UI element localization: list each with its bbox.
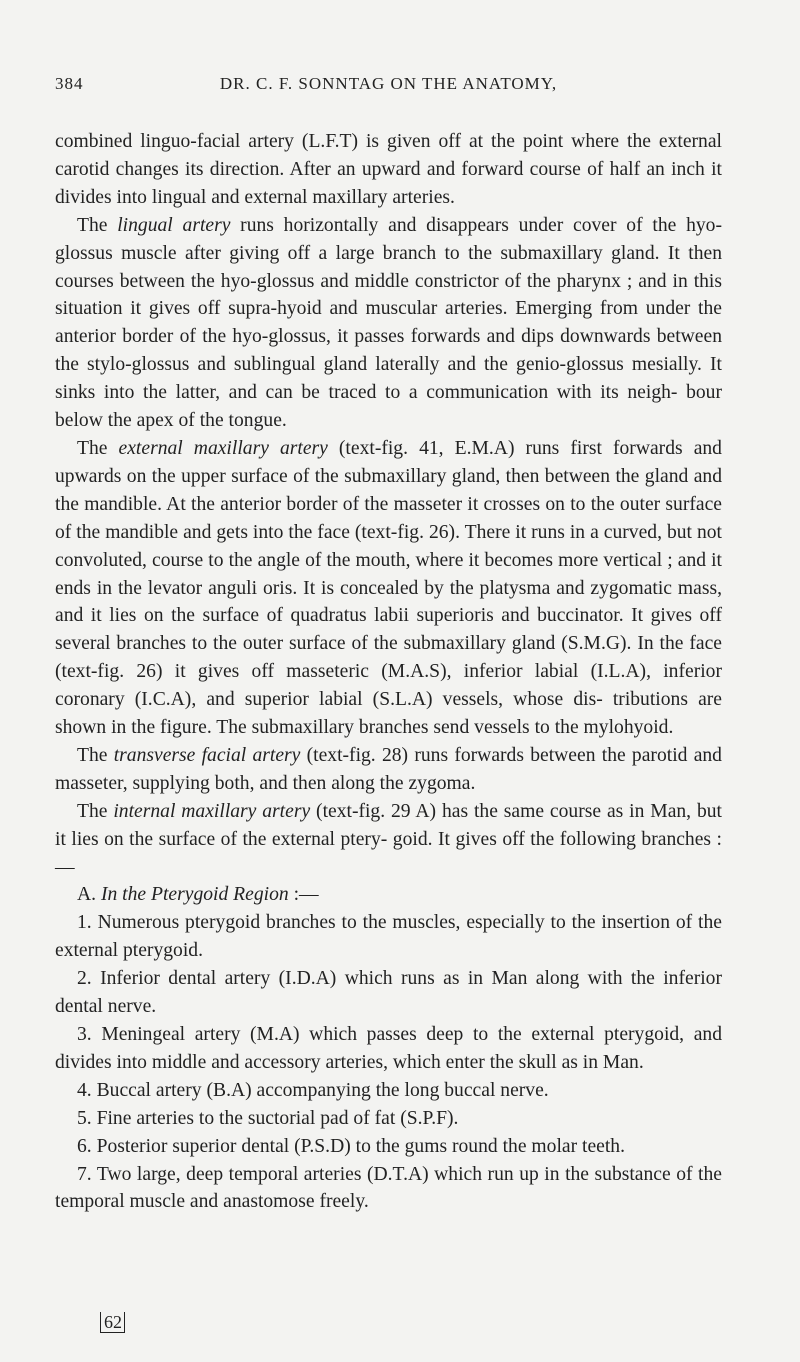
term-lingual-artery: lingual artery: [117, 214, 231, 236]
paragraph-external-maxillary-artery: The external maxillary artery (text-fig. 41, E.M.A) runs first forwards and upwards on the upper surface of the submaxillary gland, then between the gland and the mandible. At the anterior border of the masseter it crosses on to the outer surface of the mandible and gets into the face (text-fig. 26). There it runs in a curved, but not convoluted, course to the angle of the mouth, where it becomes more vertical ; and it ends in the levator anguli oris. It is concealed by the platysma and zygomatic mass, and it lies on the surface of quadratus labii superioris and buccinator. It gives off several branches to the outer surface of the submaxillary gland (S.M.G). In the face (text-fig. 26) it gives off masseteric (M.A.S), inferior labial (I.L.A), inferior coronary (I.C.A), and superior labial (S.L.A) vessels, whose dis- tributions are shown in the figure. The submaxillary branches send vessels to the mylohyoid.: [55, 437, 722, 739]
running-header: [55, 74, 722, 98]
term-internal-maxillary-artery: internal maxillary artery: [113, 800, 311, 822]
list-item: 6. Posterior superior dental (P.S.D) to the gums round the molar teeth.: [77, 1135, 625, 1157]
list-item: 3. Meningeal artery (M.A) which passes deep to the external pterygoid, and divides into middle and accessory arteries, which enter the skull as in Man.: [55, 1024, 722, 1073]
paragraph-linguo-facial: combined linguo-facial artery (L.F.T) is given off at the point where the external carotid changes its direction. After an upward and forward course of half an inch it divides into lingual and external maxillary arteries.: [55, 131, 722, 208]
term-transverse-facial-artery: transverse facial artery: [113, 744, 301, 766]
term-pterygoid-region: In the Pterygoid Region: [100, 884, 289, 906]
list-item: 5. Fine arteries to the suctorial pad of fat (S.P.F).: [77, 1107, 459, 1129]
body-text: [55, 128, 722, 1216]
term-external-maxillary-artery: external maxillary artery: [118, 437, 328, 459]
page-number: 384: [55, 74, 84, 93]
paragraph-lingual-artery: The lingual artery runs horizontally and disappears under cover of the hyo-glossus muscle after giving off a large branch to the submaxillary gland. It then courses between the hyo-glossus and middle constrictor of the pharynx ; and in this situation it gives off supra-hyoid and muscular arteries. Emerging from under the anterior border of the hyo-glossus, it passes forwards and dips downwards between the stylo-glossus and sublingual gland laterally and the genio-glossus mesially. It sinks into the latter, and can be traced to a communication with its neigh- bour below the apex of the tongue.: [55, 214, 722, 432]
paragraph-transverse-facial-artery: The transverse facial artery (text-fig. 28) runs forwards between the parotid and masseter, supplying both, and then along the zygoma.: [55, 744, 722, 794]
subheading-pterygoid-region: A. In the Pterygoid Region :—: [77, 884, 319, 906]
list-item: 1. Numerous pterygoid branches to the muscles, especially to the insertion of the external pterygoid.: [55, 912, 722, 962]
list-item: 2. Inferior dental artery (I.D.A) which runs as in Man along with the inferior dental nerve.: [55, 968, 722, 1018]
list-item: 7. Two large, deep temporal arteries (D.T.A) which run up in the substance of the temporal muscle and anastomose freely.: [55, 1163, 722, 1213]
signature-mark: 62: [100, 1312, 125, 1333]
paragraph-internal-maxillary-artery: The internal maxillary artery (text-fig. 29 A) has the same course as in Man, but it lies on the surface of the external ptery- goid. It gives off the following branches :—: [55, 800, 723, 878]
running-head: DR. C. F. SONNTAG ON THE ANATOMY,: [219, 74, 558, 93]
list-item: 4. Buccal artery (B.A) accompanying the long buccal nerve.: [77, 1079, 549, 1101]
